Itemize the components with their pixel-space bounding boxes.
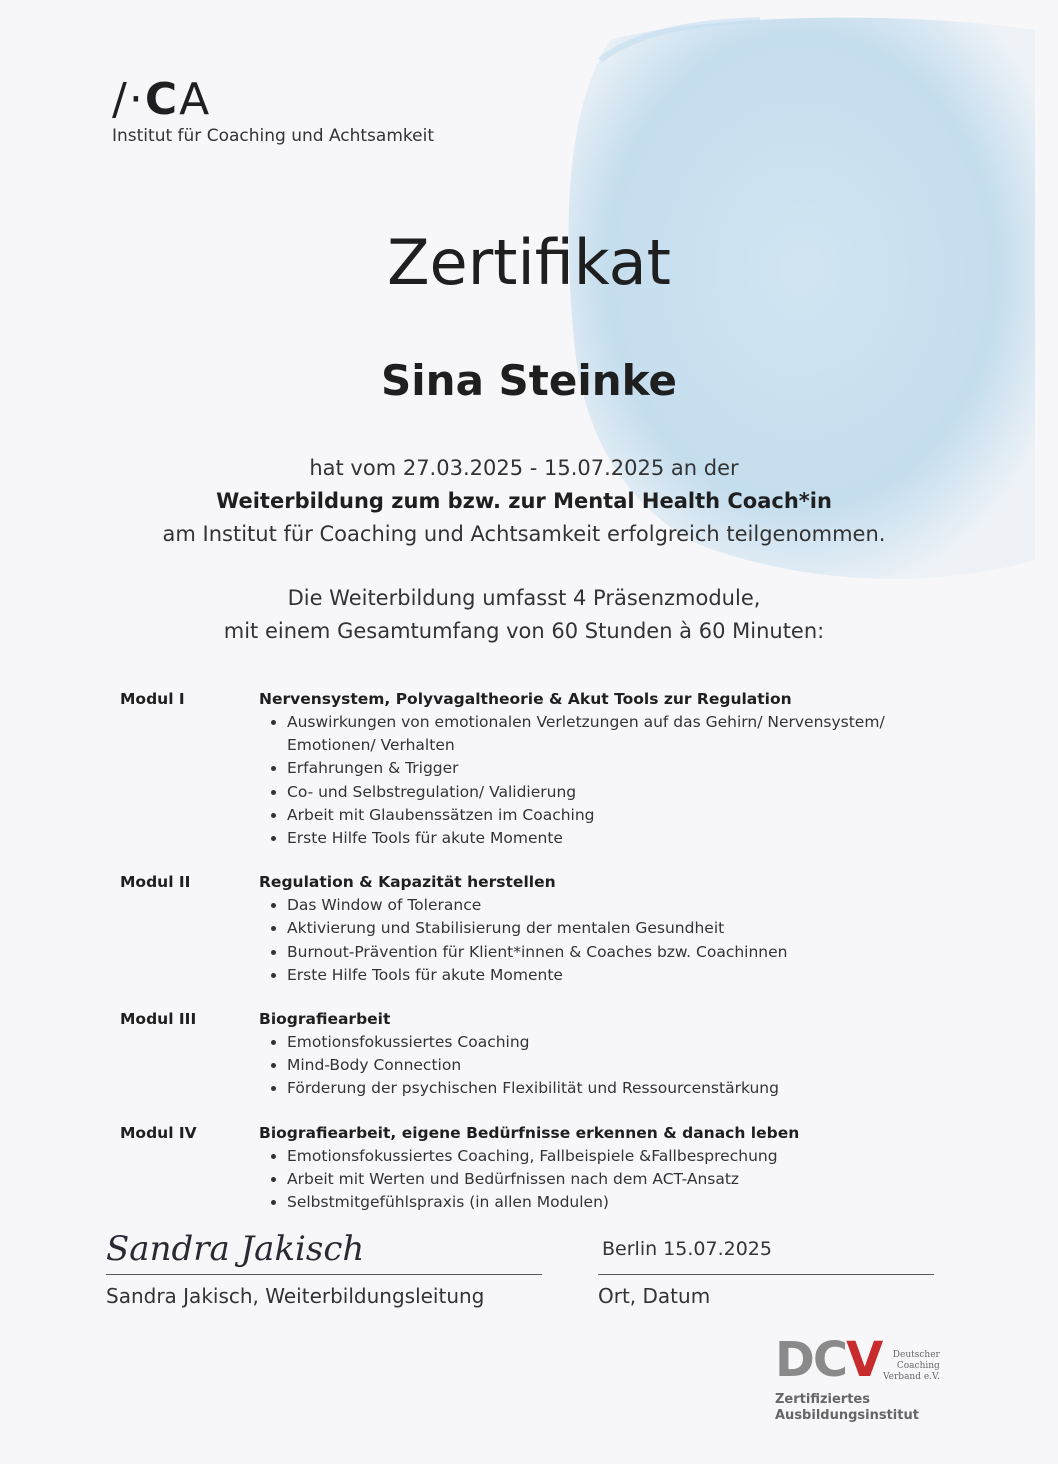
module-title: Biografiearbeit, eigene Bedürfnisse erkennen & danach leben bbox=[259, 1123, 800, 1142]
institute-logo bbox=[112, 74, 434, 146]
module-topic: • Emotionsfokussiertes Coaching, Fallbeispiele &Fallbesprechung bbox=[287, 1145, 940, 1168]
module-content bbox=[259, 871, 940, 987]
dcv-seal bbox=[775, 1332, 945, 1424]
course-title: Weiterbildung zum bzw. zur Mental Health Coach*in bbox=[216, 489, 832, 513]
place-date-caption: Ort, Datum bbox=[598, 1284, 711, 1308]
certificate-title: Zertifikat bbox=[387, 226, 671, 299]
module-label: Modul II bbox=[120, 873, 191, 892]
scope-statement bbox=[0, 582, 1048, 648]
institute-line: am Institut für Coaching und Achtsamkeit erfolgreich teilgenommen. bbox=[162, 522, 886, 546]
module-topic: • Auswirkungen von emotionalen Verletzungen auf das Gehirn/ Nervensystem/ Emotionen/ Verhalten bbox=[287, 711, 940, 757]
recipient-name: Sina Steinke bbox=[381, 356, 677, 405]
module-label: Modul III bbox=[120, 1010, 197, 1029]
logo-subtitle: Institut für Coaching und Achtsamkeit bbox=[112, 126, 434, 146]
module-content bbox=[259, 1122, 940, 1215]
module-content bbox=[259, 688, 940, 850]
module-label: Modul IV bbox=[120, 1123, 197, 1142]
module-3 bbox=[120, 1008, 940, 1101]
module-topic: • Aktivierung und Stabilisierung der mentalen Gesundheit bbox=[287, 917, 940, 940]
scope-line-2: mit einem Gesamtumfang von 60 Stunden à 60 Minuten: bbox=[223, 619, 825, 643]
module-content bbox=[259, 1008, 940, 1101]
signature-caption: Sandra Jakisch, Weiterbildungsleitung bbox=[106, 1284, 485, 1308]
module-topic: • Förderung der psychischen Flexibilität und Ressourcenstärkung bbox=[287, 1077, 940, 1100]
dcv-certification: Zertifiziertes Ausbildungsinstitut bbox=[775, 1392, 919, 1423]
dcv-organization: Deutscher Coaching Verband e.V. bbox=[883, 1350, 940, 1382]
scope-line-1: Die Weiterbildung umfasst 4 Präsenzmodule, bbox=[287, 586, 761, 610]
module-topic: • Arbeit mit Glaubenssätzen im Coaching bbox=[287, 804, 940, 827]
signature-line bbox=[106, 1274, 542, 1275]
module-topic-list bbox=[259, 1145, 940, 1215]
module-title: Regulation & Kapazität herstellen bbox=[259, 873, 556, 892]
module-topic: • Burnout-Prävention für Klient*innen & Coaches bzw. Coachinnen bbox=[287, 941, 940, 964]
module-1 bbox=[120, 688, 940, 850]
module-title: Biografiearbeit bbox=[259, 1010, 391, 1029]
module-topic: • Co- und Selbstregulation/ Validierung bbox=[287, 781, 940, 804]
module-2 bbox=[120, 871, 940, 987]
module-topic: • Erste Hilfe Tools für akute Momente bbox=[287, 964, 940, 987]
dcv-logo: DCV bbox=[775, 1332, 882, 1388]
module-topic-list bbox=[259, 711, 940, 850]
svg-text:Sandra Jakisch: Sandra Jakisch bbox=[106, 1229, 365, 1269]
module-topic: • Emotionsfokussiertes Coaching bbox=[287, 1031, 940, 1054]
module-topic-list bbox=[259, 1031, 940, 1101]
module-topic: • Erfahrungen & Trigger bbox=[287, 757, 940, 780]
module-topic: • Das Window of Tolerance bbox=[287, 894, 940, 917]
module-topic: • Mind-Body Connection bbox=[287, 1054, 940, 1077]
logo-mark: /·CA bbox=[112, 74, 212, 125]
module-list bbox=[120, 688, 940, 1235]
module-label: Modul I bbox=[120, 690, 185, 708]
module-4 bbox=[120, 1122, 940, 1215]
completion-statement bbox=[0, 452, 1048, 551]
module-topic-list bbox=[259, 894, 940, 987]
module-topic: • Erste Hilfe Tools für akute Momente bbox=[287, 827, 940, 850]
date-range-line: hat vom 27.03.2025 - 15.07.2025 an der bbox=[309, 456, 739, 480]
place-date-value: Berlin 15.07.2025 bbox=[602, 1238, 772, 1260]
module-topic: • Selbstmitgefühlspraxis (in allen Modulen) bbox=[287, 1191, 940, 1214]
place-date-line bbox=[598, 1274, 934, 1275]
module-title: Nervensystem, Polyvagaltheorie & Akut Tools zur Regulation bbox=[259, 690, 792, 708]
module-topic: • Arbeit mit Werten und Bedürfnissen nach dem ACT-Ansatz bbox=[287, 1168, 940, 1191]
handwritten-signature bbox=[106, 1216, 366, 1286]
